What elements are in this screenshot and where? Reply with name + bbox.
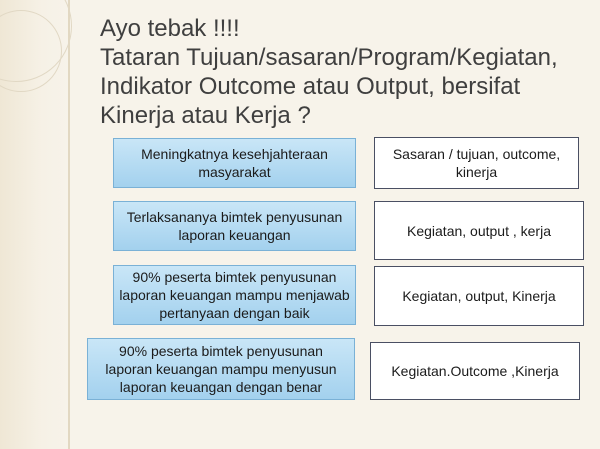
slide-title <box>100 14 580 130</box>
title-line: Ayo tebak !!!! <box>100 15 240 42</box>
answer-text: Kegiatan, output, Kinerja <box>402 288 556 304</box>
answer-box <box>374 201 584 260</box>
statement-text: laporan keuangan dengan benar <box>119 379 323 395</box>
answer-text: kinerja <box>455 164 498 180</box>
statement-text: 90% peserta bimtek penyusunan <box>119 343 323 359</box>
statement-text: laporan keuangan mampu menjawab <box>119 287 350 303</box>
statement-text: Terlaksananya bimtek penyusunan <box>126 209 343 225</box>
answer-box <box>370 342 580 400</box>
statement-text: pertanyaan dengan baik <box>159 305 310 321</box>
statement-text: Meningkatnya kesehjahteraan <box>141 146 328 162</box>
answer-text: Kegiatan.Outcome ,Kinerja <box>391 363 559 379</box>
answer-text: Kegiatan, output , kerja <box>407 222 551 239</box>
divider-line <box>68 0 70 449</box>
answer-text: Sasaran / tujuan, outcome, <box>392 146 561 162</box>
statement-text: laporan keuangan <box>178 227 291 243</box>
statement-box <box>113 138 356 188</box>
title-line: Kinerja atau Kerja ? <box>100 102 311 129</box>
answer-box <box>374 266 584 326</box>
answer-box <box>374 137 579 189</box>
statement-box <box>113 265 356 325</box>
title-line: Tataran Tujuan/sasaran/Program/Kegiatan, <box>100 44 558 71</box>
statement-text: masyarakat <box>198 164 271 180</box>
statement-text: laporan keuangan mampu menyusun <box>105 361 337 377</box>
statement-box <box>113 201 356 251</box>
title-line: Indikator Outcome atau Output, bersifat <box>100 73 521 100</box>
statement-text: 90% peserta bimtek penyusunan <box>132 269 337 285</box>
statement-box <box>87 338 355 400</box>
